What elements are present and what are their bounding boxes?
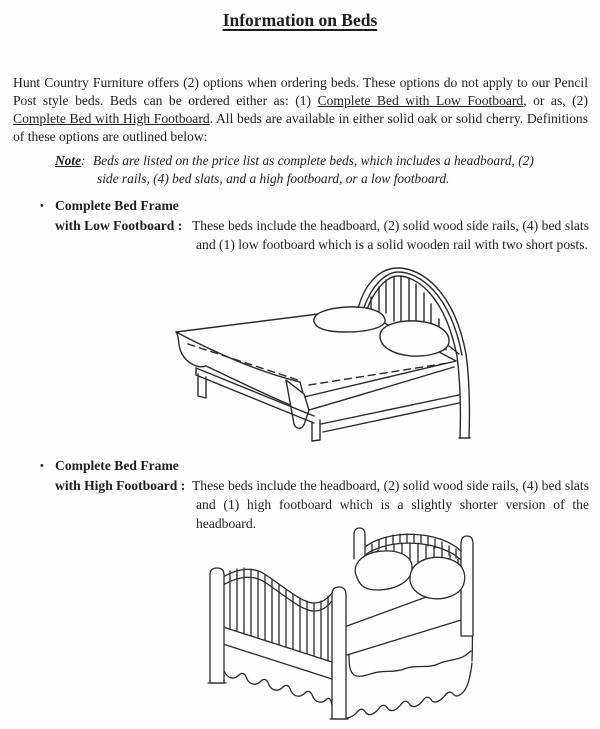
- intro-text-segment: , or as, (2): [523, 92, 588, 108]
- option-description-row: [55, 216, 589, 254]
- pillow: [410, 557, 465, 598]
- note-body: Beds are listed on the price list as complete beds, which includes a headboard, (2) side rails, (4) bed slats, and a high footboard, or a low footboard.: [93, 153, 534, 187]
- note-block: [55, 152, 552, 188]
- pillow: [314, 307, 385, 332]
- page-title: Information on Beds: [222, 10, 378, 30]
- option-heading: Complete Bed Frame: [55, 458, 179, 473]
- bed-low-footboard-illustration: [118, 264, 480, 446]
- option-heading-row: [40, 456, 589, 476]
- option-heading: Complete Bed Frame: [55, 198, 179, 213]
- bed-high-footboard-illustration: [206, 523, 496, 729]
- note-label: Note: [55, 153, 82, 169]
- option-description: These beds include the headboard, (2) solid wood side rails, (4) bed slats and (1) high footboard which is a slightly shorter version of the headboard.: [192, 478, 589, 531]
- footboard-post: [332, 587, 346, 719]
- option-high-footboard: [40, 456, 589, 533]
- option-label: with Low Footboard :: [55, 218, 183, 233]
- intro-text-segment: . All beds are available in either solid oak or solid cherry. Definitions of these options are outlined below:: [13, 110, 589, 144]
- intro-underlined-phrase-high-footboard: Complete Bed with High Footboard: [13, 110, 210, 126]
- option-label: with High Footboard :: [55, 478, 186, 493]
- option-low-footboard: [40, 196, 589, 254]
- bullet-icon: •: [40, 460, 44, 472]
- intro-paragraph: [13, 74, 588, 146]
- intro-text-segment: Hunt Country Furniture offers (2) options when ordering beds. These options do not apply to our Pencil Post style beds. Beds can be ordered either as: (1): [13, 74, 588, 108]
- pillow: [380, 321, 449, 356]
- option-heading-row: [40, 196, 589, 216]
- title-row: [0, 10, 600, 31]
- note-colon: :: [81, 153, 86, 169]
- intro-underlined-phrase-low-footboard: Complete Bed with Low Footboard: [317, 92, 524, 108]
- footboard-post: [210, 568, 224, 683]
- option-description: These beds include the headboard, (2) solid wood side rails, (4) bed slats and (1) low footboard which is a solid wooden rail with two short posts.: [192, 218, 589, 252]
- note-label-cell: [55, 152, 93, 170]
- bullet-icon: •: [40, 200, 44, 212]
